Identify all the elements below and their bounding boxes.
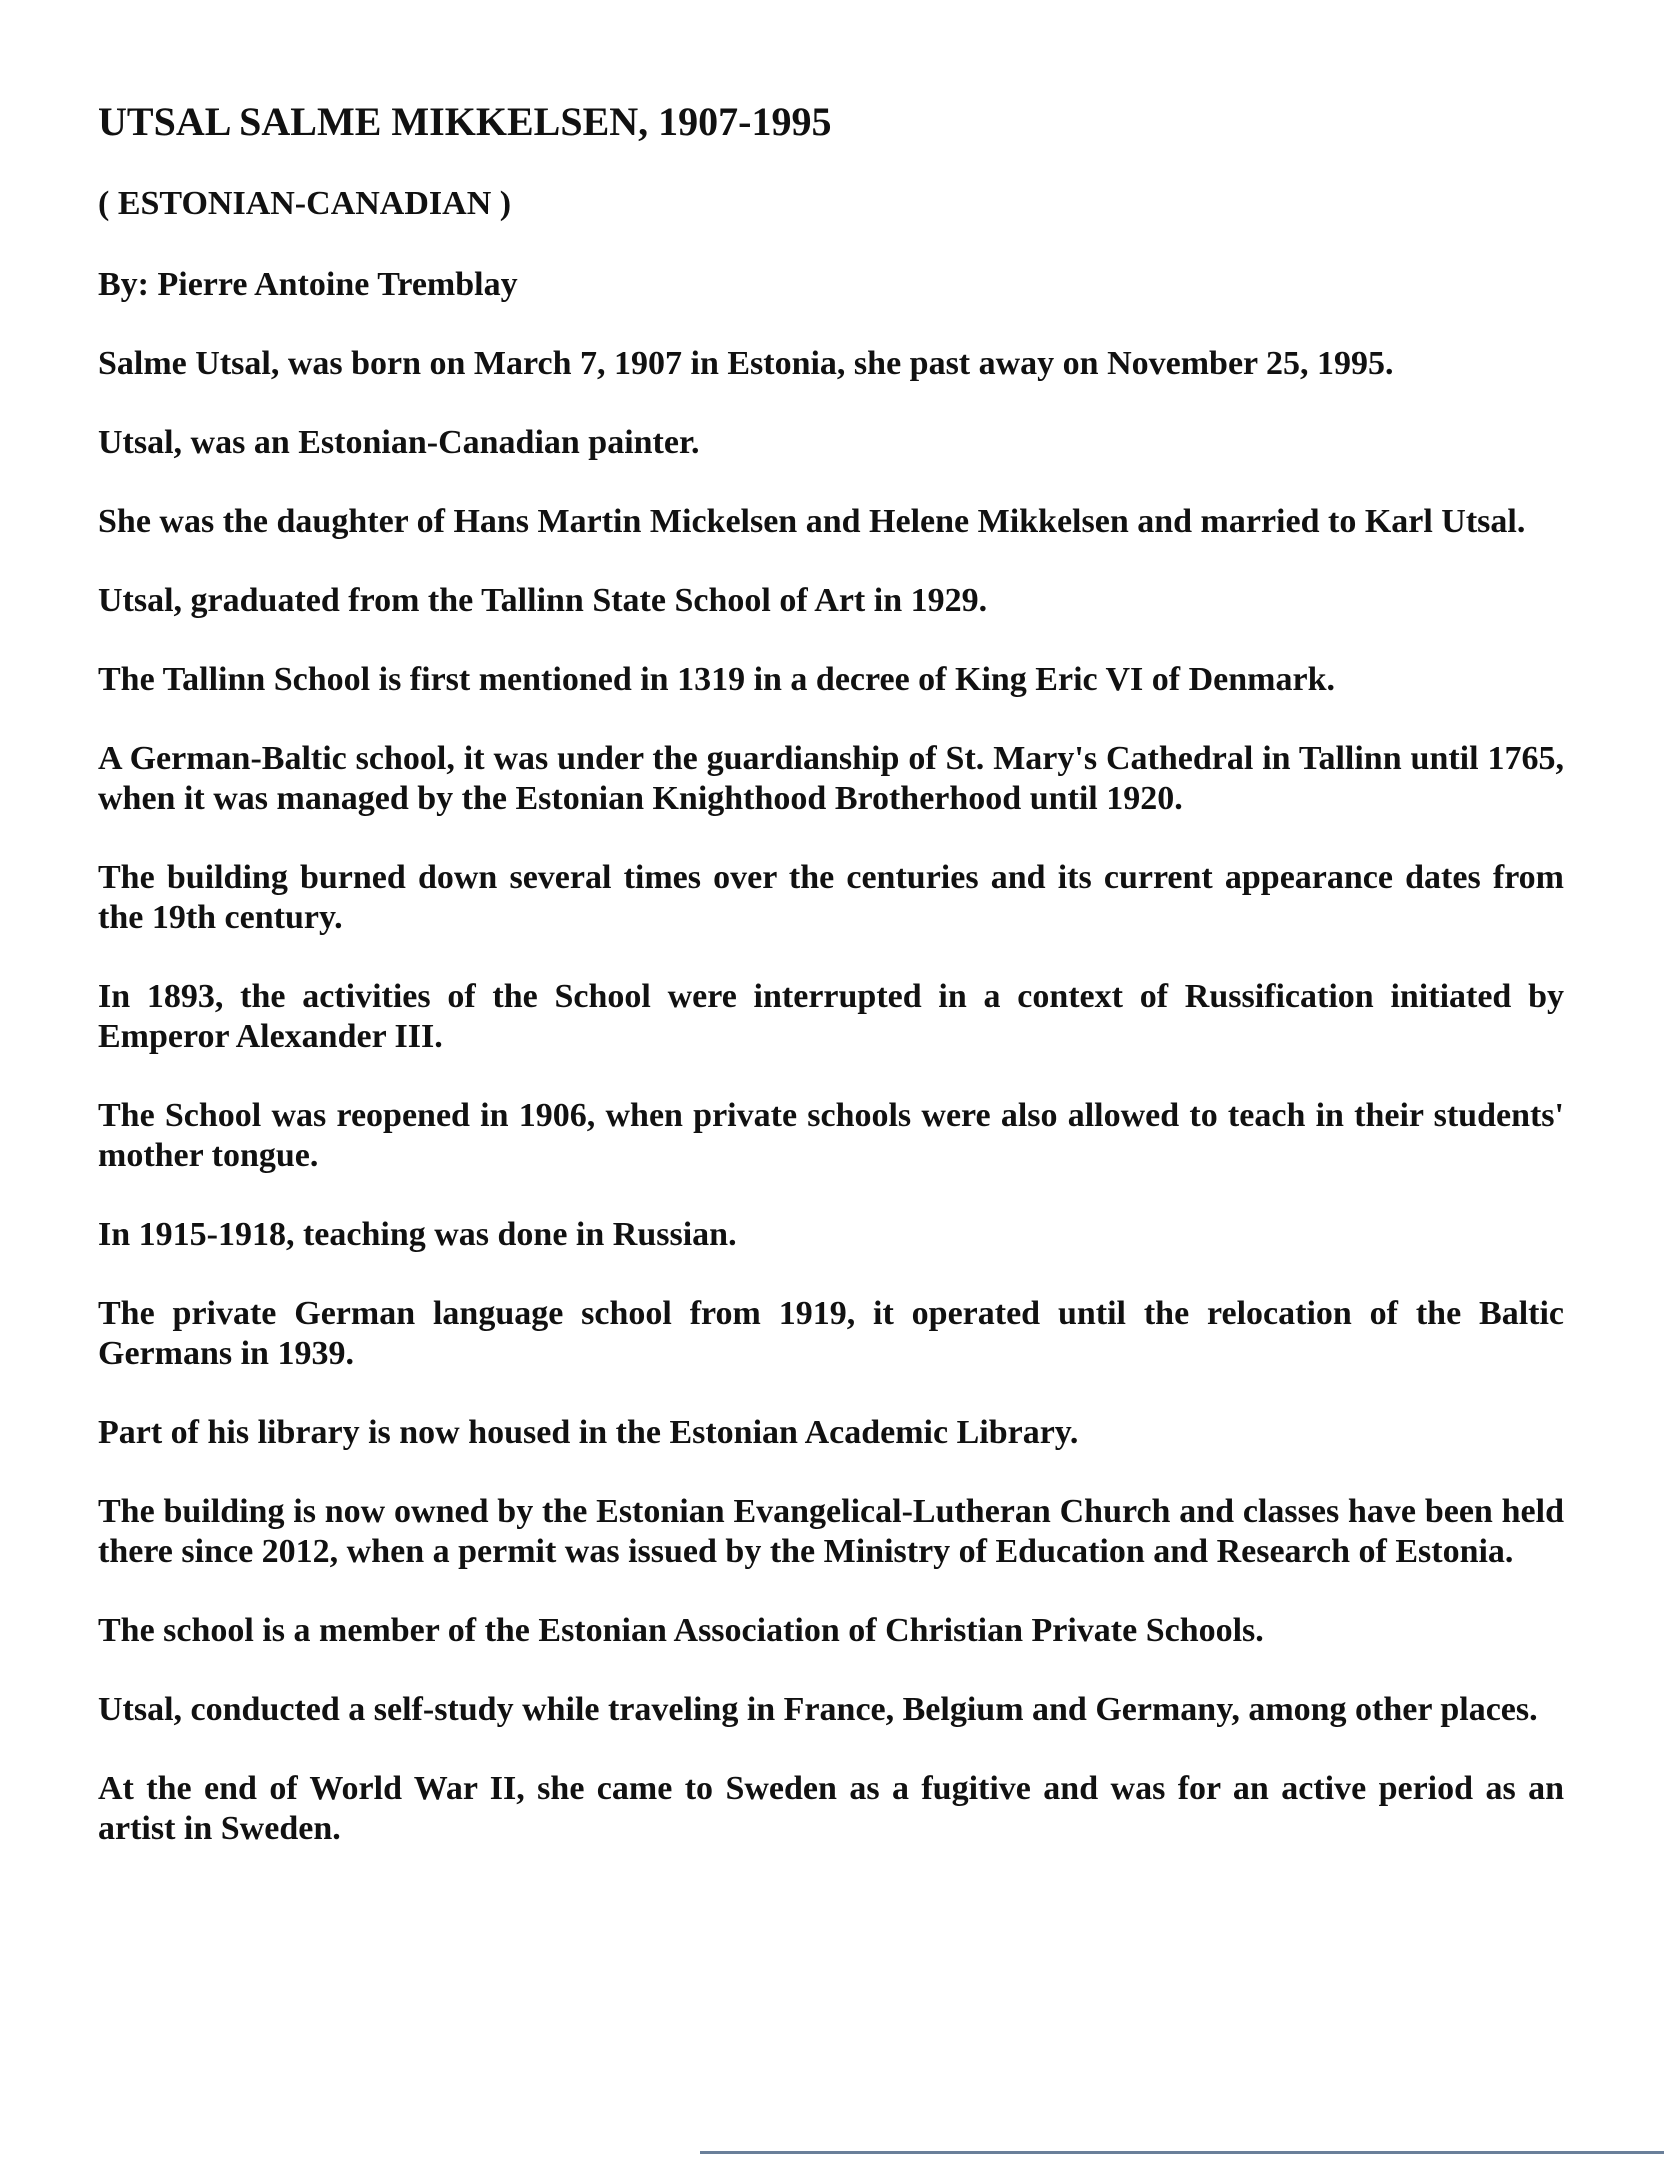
- author-byline: By: Pierre Antoine Tremblay: [98, 265, 518, 303]
- document-title: UTSAL SALME MIKKELSEN, 1907-1995: [98, 99, 832, 144]
- paragraph: A German-Baltic school, it was under the guardianship of St. Mary's Cathedral in Tallinn until 1765, when it was managed by the Estonian Knighthood Brotherhood until 1920.: [98, 739, 1564, 817]
- document-subtitle: ( ESTONIAN-CANADIAN ): [98, 185, 512, 222]
- paragraph: Part of his library is now housed in the Estonian Academic Library.: [98, 1413, 1079, 1451]
- paragraph: The private German language school from 1919, it operated until the relocation of the Baltic Germans in 1939.: [98, 1294, 1564, 1372]
- paragraph: The school is a member of the Estonian Association of Christian Private Schools.: [98, 1611, 1264, 1649]
- paragraph: Utsal, graduated from the Tallinn State School of Art in 1929.: [98, 581, 988, 619]
- paragraph: At the end of World War II, she came to Sweden as a fugitive and was for an active period as an artist in Sweden.: [98, 1769, 1564, 1847]
- paragraph: Utsal, conducted a self-study while traveling in France, Belgium and Germany, among other places.: [98, 1690, 1538, 1728]
- document-page: [98, 98, 1564, 1888]
- paragraph: The School was reopened in 1906, when private schools were also allowed to teach in their students' mother tongue.: [98, 1096, 1564, 1174]
- paragraph: In 1893, the activities of the School were interrupted in a context of Russification initiated by Emperor Alexander III.: [98, 977, 1564, 1055]
- paragraph: The building is now owned by the Estonian Evangelical-Lutheran Church and classes have been held there since 2012, when a permit was issued by the Ministry of Education and Research of Estonia.: [98, 1492, 1564, 1570]
- paragraph: Utsal, was an Estonian-Canadian painter.: [98, 423, 700, 461]
- bottom-rule: [700, 2151, 1664, 2154]
- paragraph: The Tallinn School is first mentioned in 1319 in a decree of King Eric VI of Denmark.: [98, 660, 1335, 698]
- paragraph: She was the daughter of Hans Martin Mickelsen and Helene Mikkelsen and married to Karl Utsal.: [98, 502, 1526, 540]
- paragraph: The building burned down several times over the centuries and its current appearance dates from the 19th century.: [98, 858, 1564, 936]
- paragraph: Salme Utsal, was born on March 7, 1907 in Estonia, she past away on November 25, 1995.: [98, 344, 1394, 382]
- paragraph: In 1915-1918, teaching was done in Russian.: [98, 1215, 737, 1253]
